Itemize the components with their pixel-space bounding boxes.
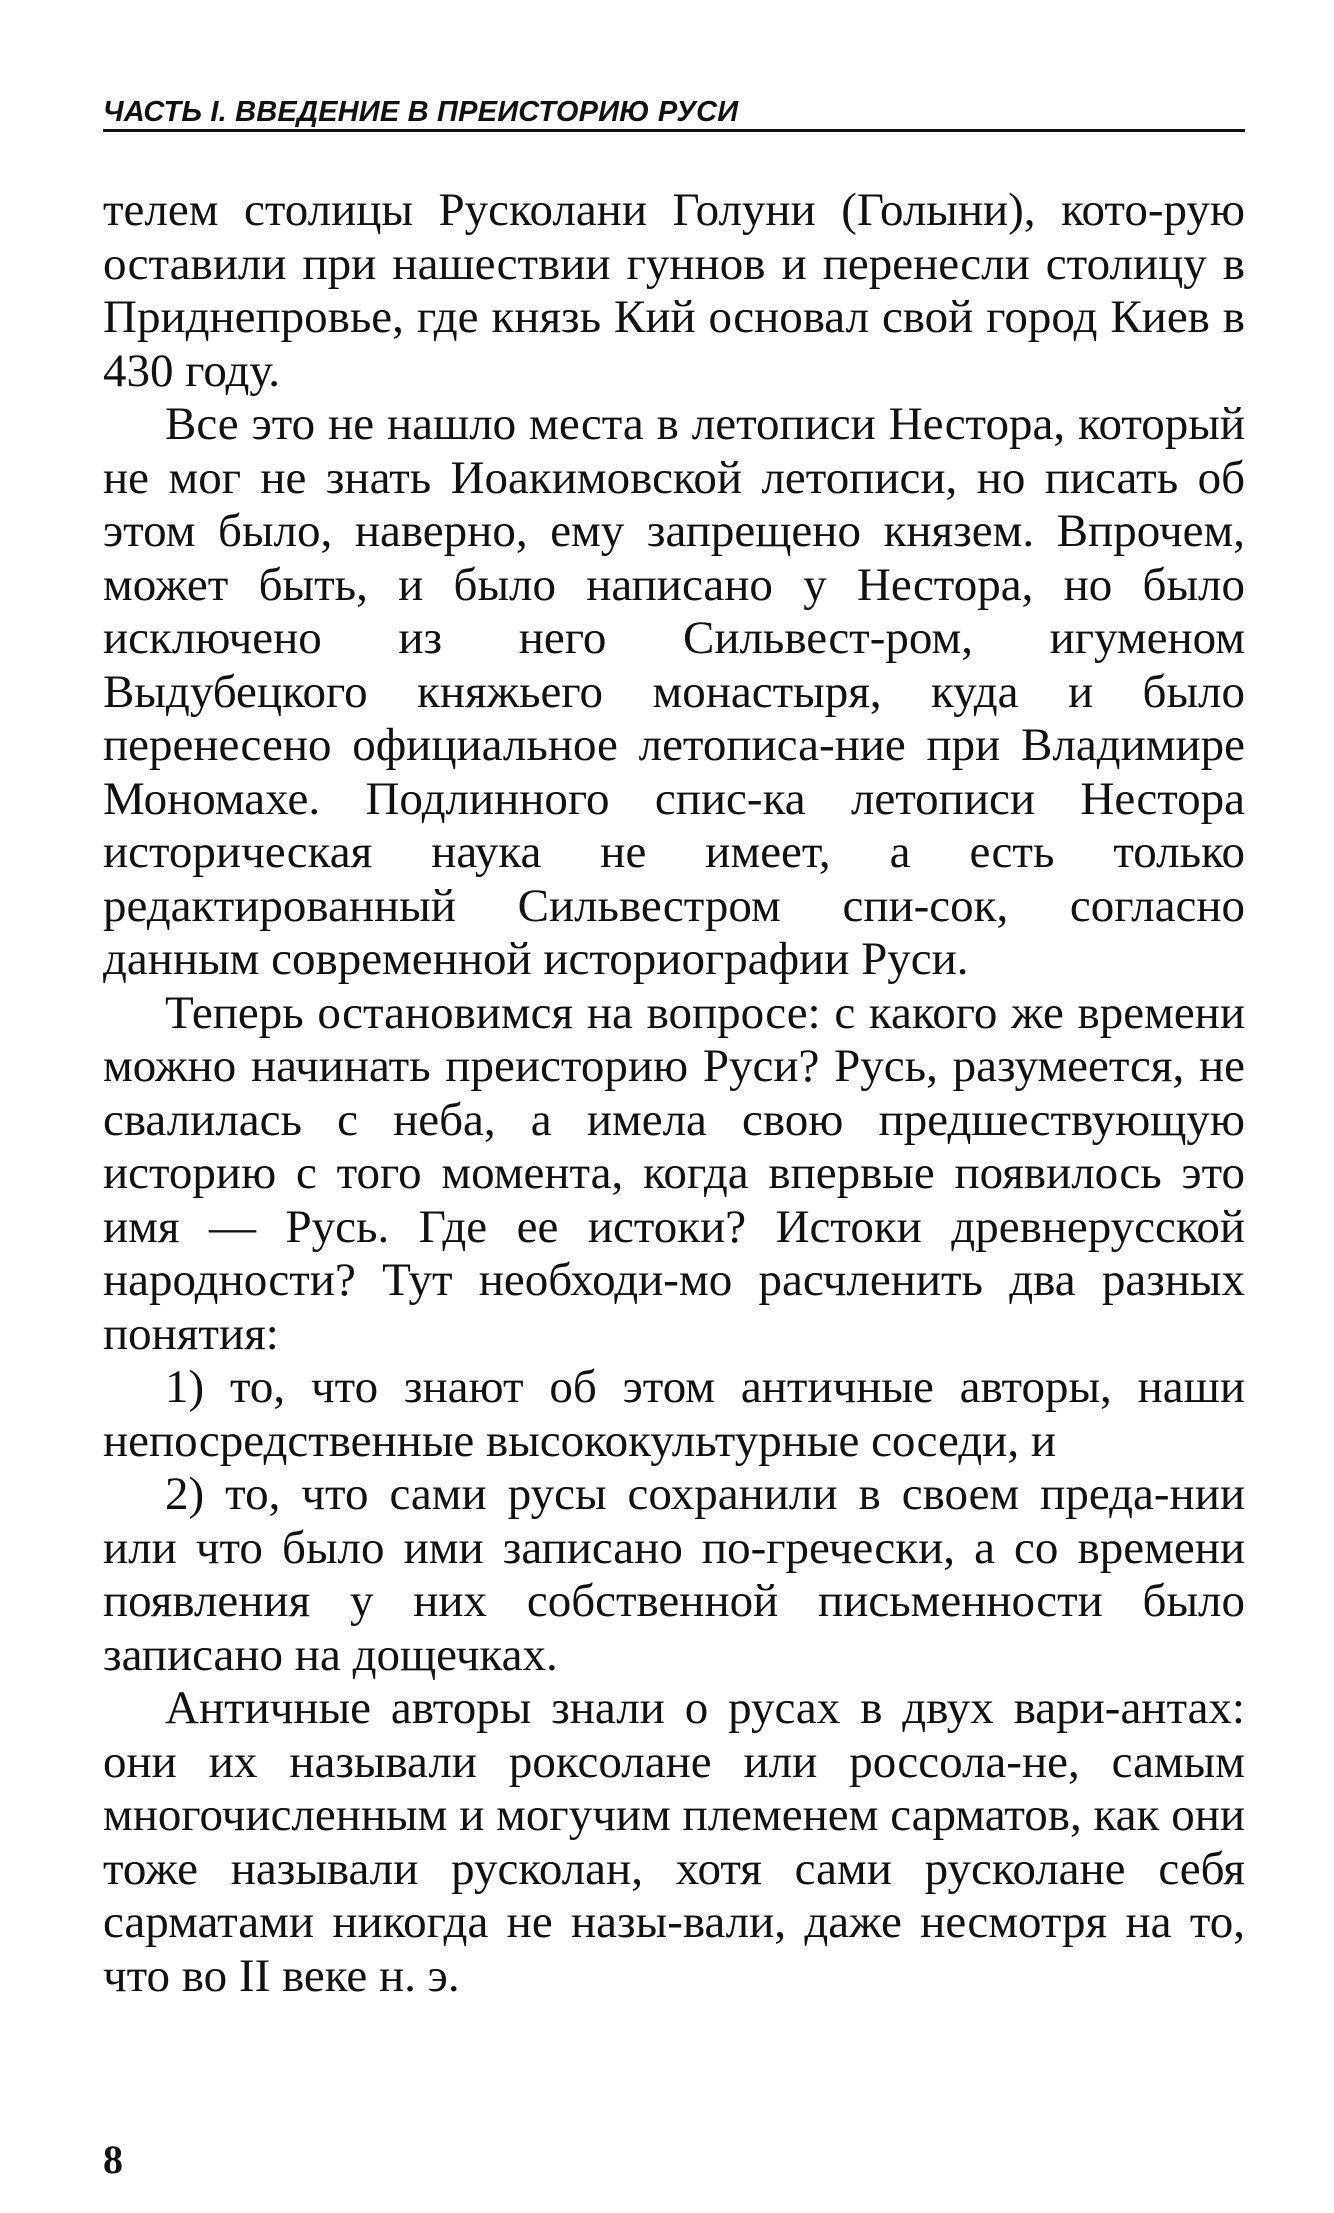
list-item: 1) то, что знают об этом античные авторы, наши непосредственные высококультурные соседи, и <box>103 1361 1245 1467</box>
paragraph: Античные авторы знали о русах в двух вари-антах: они их называли роксолане или россола-не, самым многочисленным и могучим племенем сарматов, как они тоже называли русколан, хотя сами русколане себя сарматами никогда не назы-вали, даже несмотря на то, что во II веке н. э. <box>103 1682 1245 2002</box>
book-page <box>103 92 1245 2182</box>
header-rule <box>103 129 1245 132</box>
paragraph: Все это не нашло места в летописи Нестора, который не мог не знать Иоакимовской летописи, но писать об этом было, наверно, ему запрещено князем. Впрочем, может быть, и было написано у Нестора, но было исключено из него Сильвест-ром, игуменом Выдубецкого княжьего монастыря, куда и было перенесено официальное летописа-ние при Владимире Мономахе. Подлинного спис-ка летописи Нестора историческая наука не имеет, а есть только редактированный Сильвестром спи-сок, согласно данным современной историографии Руси. <box>103 398 1245 985</box>
page-number: 8 <box>103 2137 123 2182</box>
running-head: ЧАСТЬ I. ВВЕДЕНИЕ В ПРЕИСТОРИЮ РУСИ <box>103 96 739 128</box>
paragraph: телем столицы Русколани Голуни (Голыни), кото-рую оставили при нашествии гуннов и перенесли столицу в Приднепровье, где князь Кий основал свой город Киев в 430 году. <box>103 184 1245 397</box>
body-text <box>103 184 1245 2084</box>
list-item: 2) то, что сами русы сохранили в своем преда-нии или что было ими записано по-гречески, а со времени появления у них собственной письменности было записано на дощечках. <box>103 1468 1245 1681</box>
paragraph: Теперь остановимся на вопросе: с какого же времени можно начинать преисторию Руси? Русь, разумеется, не свалилась с неба, а имела свою предшествующую историю с того момента, когда впервые появилось это имя — Русь. Где ее истоки? Истоки древнерусской народности? Тут необходи-мо расчленить два разных понятия: <box>103 986 1245 1360</box>
